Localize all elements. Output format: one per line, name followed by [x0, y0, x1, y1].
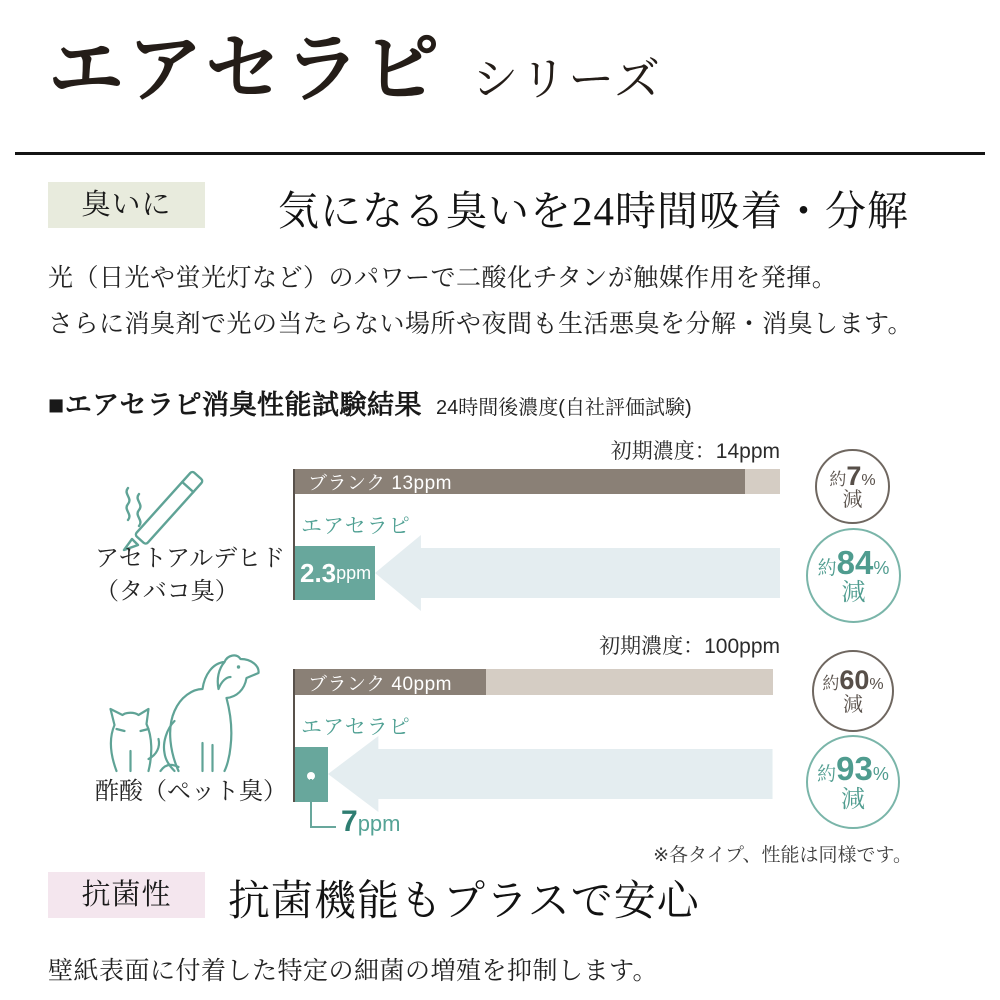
- antibacterial-body: 壁紙表面に付着した特定の細菌の増殖を抑制します。: [48, 958, 659, 985]
- chart1-blank-bar: [295, 469, 745, 494]
- reduction-badge-7pct: [815, 449, 890, 524]
- chart1-blank-bar-label: ブランク 13ppm: [308, 473, 452, 494]
- chart1-product-bar-row: [295, 546, 780, 600]
- badge-value: 84: [836, 543, 874, 581]
- badge-reduce: 減: [841, 579, 866, 607]
- badge-reduce: 減: [842, 489, 863, 512]
- chart1-category-label: [95, 542, 285, 608]
- badge-value: 93: [836, 750, 873, 788]
- badge-approx: 約: [822, 674, 840, 694]
- results-title: ■エアセラピ消臭性能試験結果: [48, 390, 423, 420]
- chart1-product-bar: [295, 546, 375, 600]
- badge-percent: %: [872, 764, 889, 785]
- badge-reduce: 減: [841, 785, 865, 813]
- header-divider: [15, 152, 985, 155]
- badge-percent: %: [869, 676, 884, 694]
- badge-percent: %: [861, 471, 876, 489]
- chart2-blank-bar-track: [295, 669, 773, 695]
- reduction-badge-93pct: [806, 735, 900, 829]
- odor-feature-badge: 臭いに: [48, 182, 205, 228]
- odor-body-line-1: 光（日光や蛍光灯など）のパワーで二酸化チタンが触媒作用を発揮。: [48, 265, 838, 292]
- antibacterial-headline: 抗菌機能もプラスで安心: [228, 879, 700, 925]
- chart2-blank-bar-label: ブランク 40ppm: [308, 673, 452, 695]
- callout-line-vertical: [310, 779, 312, 828]
- chart2-product-bar-row: [295, 747, 773, 802]
- chart2-blank-bar: [295, 669, 486, 695]
- chart-note: ※各タイプ、性能は同様です。: [653, 845, 912, 866]
- reduction-badge-60pct: [812, 650, 894, 732]
- chart2-category: 酢酸: [95, 778, 143, 805]
- page-title: [48, 26, 662, 113]
- chart2-category-sub: （ペット臭）: [143, 778, 287, 805]
- badge-value: 7: [846, 460, 862, 491]
- badge-approx: 約: [817, 764, 837, 786]
- brand-title: エアセラピ: [48, 27, 443, 112]
- antibacterial-feature-badge: 抗菌性: [48, 872, 205, 918]
- chart1-category: アセトアルデヒド: [95, 545, 286, 572]
- reduction-arrow: [375, 546, 780, 611]
- chart1-initial-concentration: 初期濃度：14ppm: [610, 440, 780, 463]
- chart1-product-unit: ppm: [336, 562, 372, 583]
- odor-body-line-2: さらに消臭剤で光の当たらない場所や夜間も生活悪臭を分解・消臭します。: [48, 311, 914, 338]
- chart2-product-value: 7: [341, 805, 358, 838]
- series-label: シリーズ: [472, 53, 662, 105]
- badge-approx: 約: [817, 557, 837, 579]
- chart2-category-label: [95, 775, 287, 808]
- badge-percent: %: [873, 557, 890, 578]
- badge-reduce: 減: [843, 693, 863, 716]
- chart1-category-sub: （タバコ臭）: [95, 578, 239, 605]
- results-heading: [48, 383, 692, 422]
- results-subtitle: 24時間後濃度(自社評価試験): [436, 397, 692, 419]
- chart2-initial-concentration: 初期濃度：100ppm: [599, 635, 780, 658]
- callout-line-horizontal: [310, 826, 336, 828]
- chart-acetic-acid: [0, 625, 1000, 857]
- chart2-product-unit: ppm: [357, 811, 401, 836]
- chart1-product-value: 2.3: [300, 557, 337, 588]
- chart2-product-series-label: エアセラピ: [301, 716, 411, 739]
- odor-headline: 気になる臭いを24時間吸着・分解: [278, 188, 909, 234]
- chart-acetaldehyde: [0, 430, 1000, 626]
- dog-cat-icon: [88, 653, 313, 783]
- chart1-blank-bar-track: [295, 469, 780, 494]
- chart1-product-series-label: エアセラピ: [301, 515, 411, 538]
- badge-value: 60: [839, 665, 870, 696]
- badge-approx: 約: [829, 469, 847, 489]
- reduction-badge-84pct: [806, 528, 901, 623]
- reduction-arrow: [328, 747, 773, 812]
